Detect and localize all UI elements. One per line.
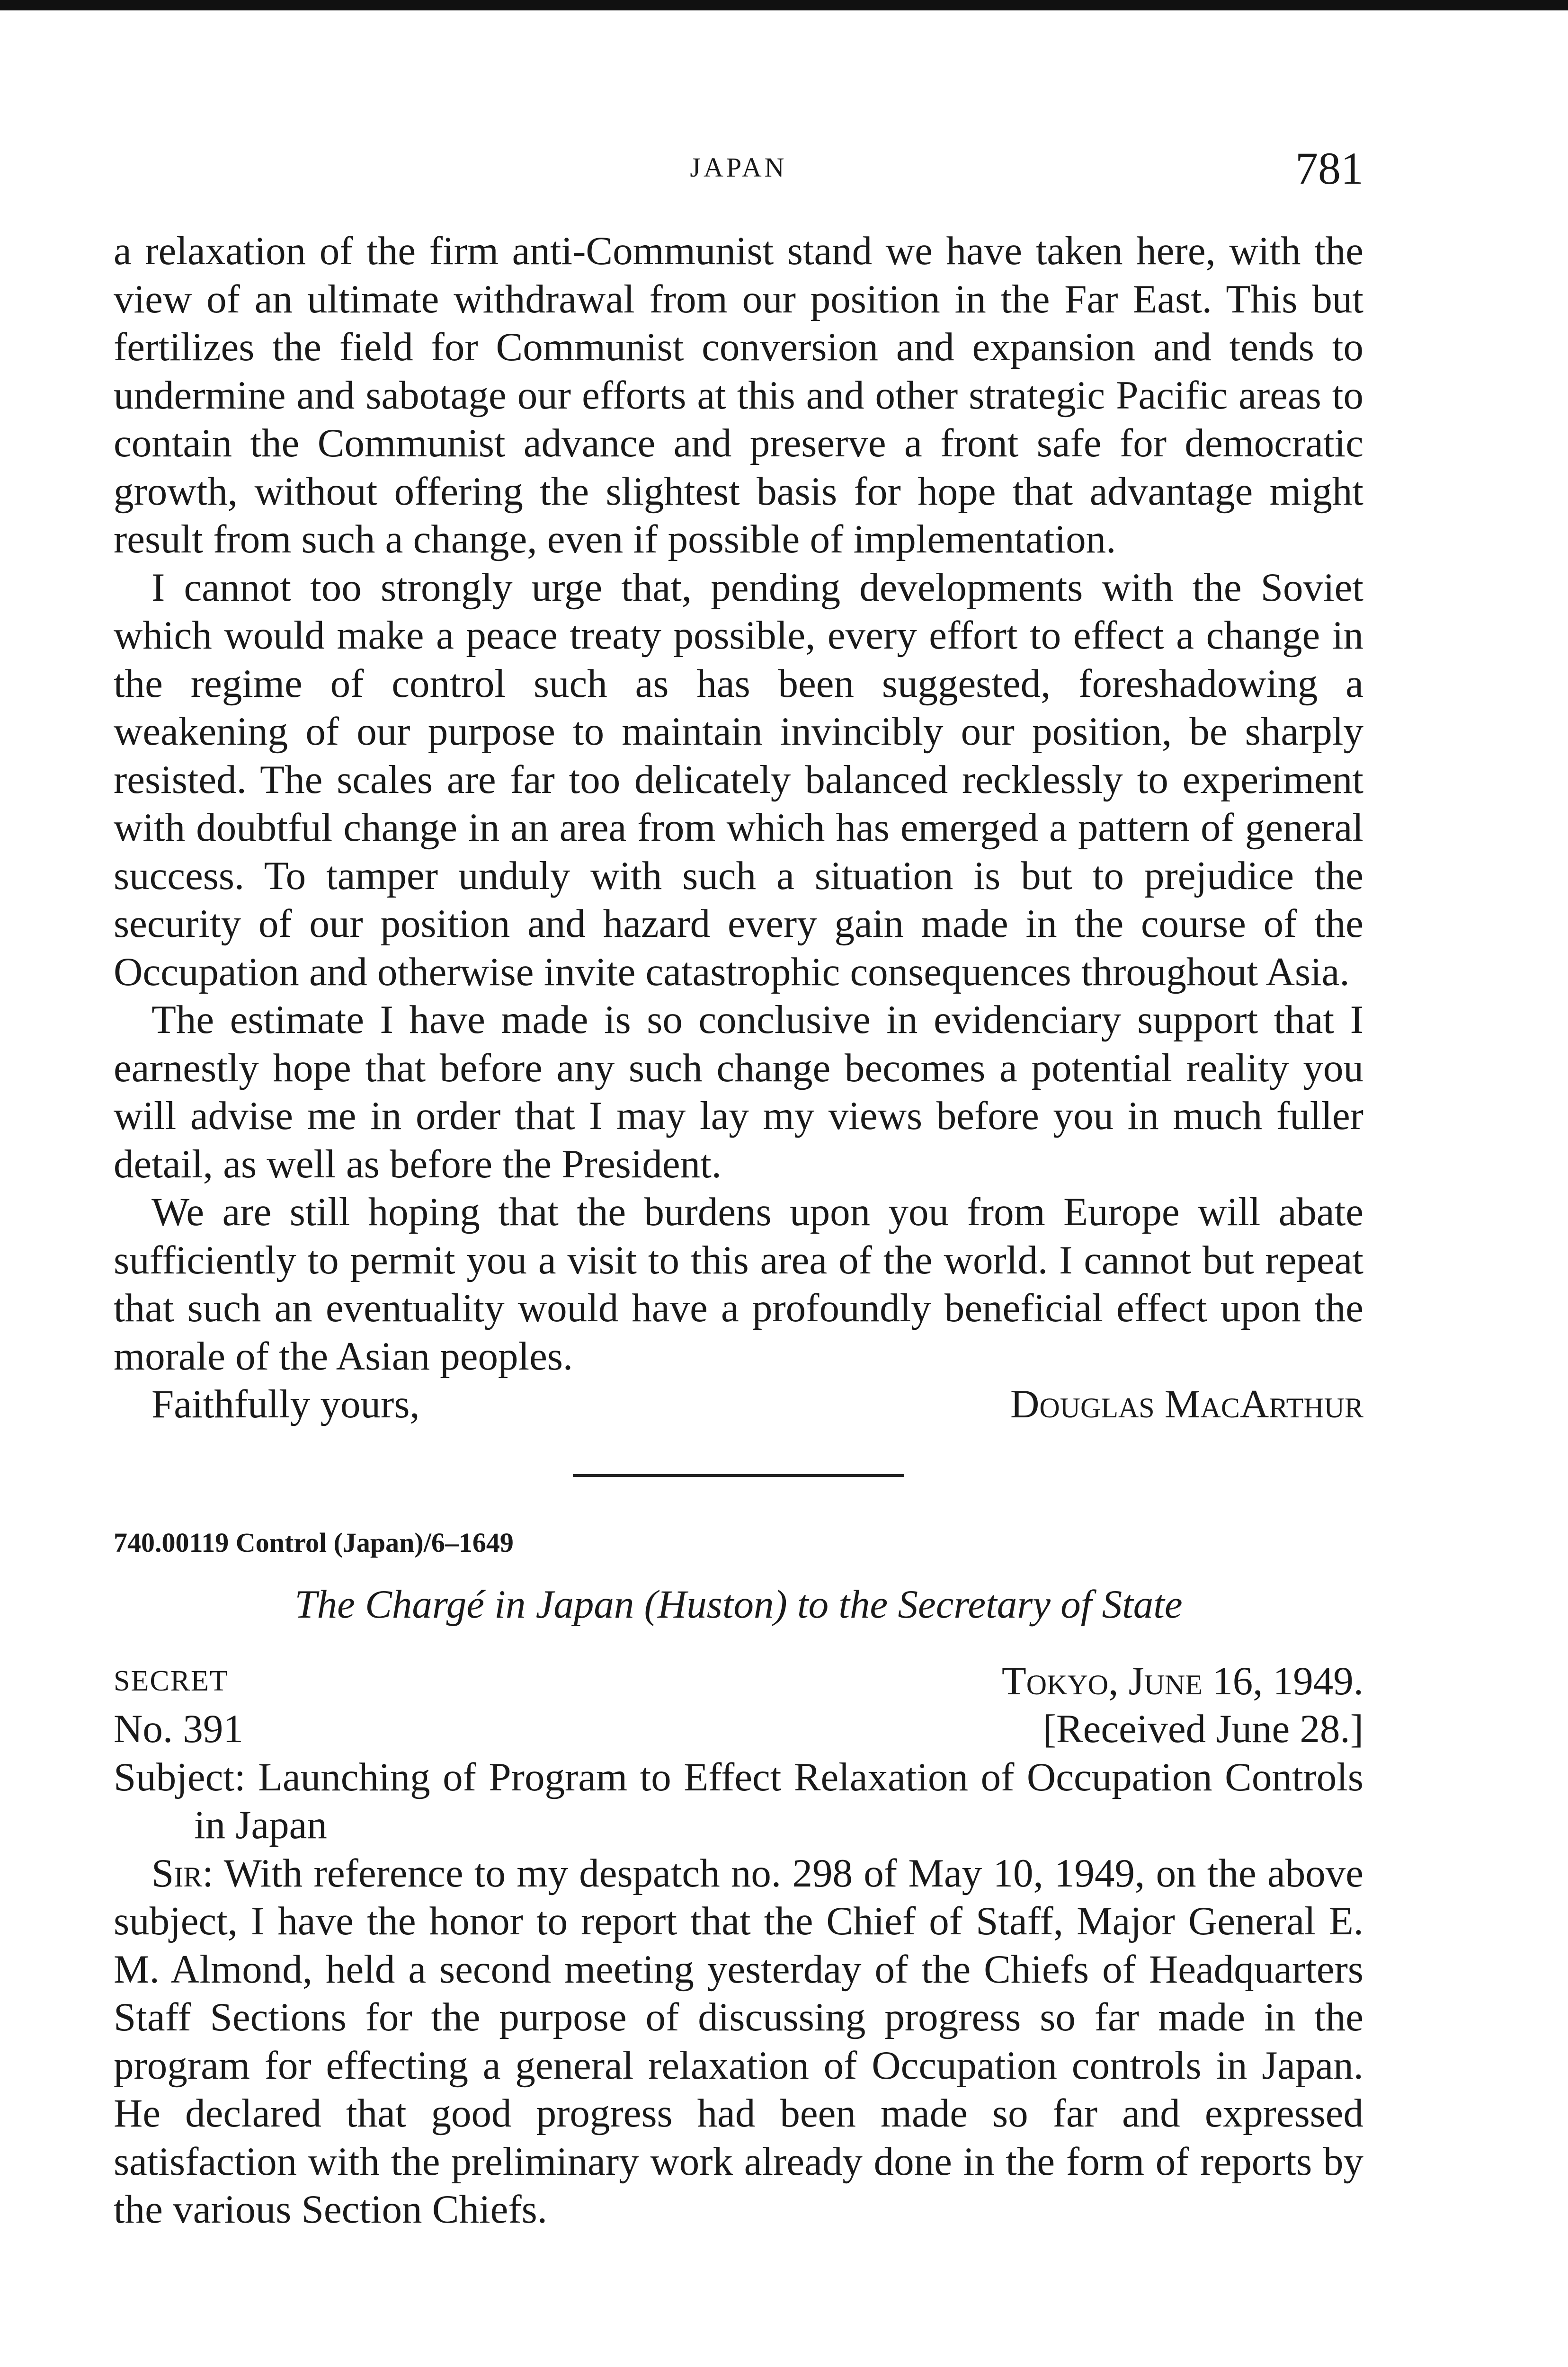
top-edge-rule: [0, 0, 1568, 10]
document-file-number: 740.00119 Control (Japan)/6–1649: [114, 1527, 514, 1558]
document-meta-row-2: [114, 1705, 1363, 1753]
letter-closing: Faithfully yours,: [151, 1382, 420, 1426]
place-date: Tokyo, June 16, 1949.: [1001, 1658, 1363, 1703]
salutation: Sir:: [151, 1851, 214, 1895]
document-body-text: With reference to my despatch no. 298 of May 10, 1949, on the above subject, I have the honor to report that the Chief of Staff, Major General E. M. Almond, held a second meeting yesterday of the Chiefs of Headquarters Staff Sections for the purpose of discussing progress so far made in the program for effecting a general relaxation of Occupation controls in Japan. He declared that good progress had been made so far and expressed satisfaction with the preliminary work already done in the form of reports by the various Section Chiefs.: [114, 1851, 1364, 2232]
classification-label: SECRET: [114, 1664, 229, 1697]
document-title: The Chargé in Japan (Huston) to the Secretary of State: [294, 1582, 1183, 1627]
page-body: [114, 227, 1363, 2234]
document-meta-row-1: [114, 1657, 1363, 1706]
document-subject: Subject: Launching of Program to Effect Relaxation of Occupation Controls in Japan: [114, 1754, 1363, 1847]
despatch-number: No. 391: [114, 1707, 243, 1751]
letter-paragraph-3: The estimate I have made is so conclusive in evidenciary support that I earnestly hope that before any such change becomes a potential reality you will advise me in order that I may lay my views before you in much fuller detail, as well as before the President.: [114, 997, 1363, 1186]
letter-signoff: [114, 1380, 1363, 1429]
document-body-paragraph: [114, 1850, 1363, 2234]
page-number: 781: [1295, 143, 1363, 194]
letter-paragraph-2: I cannot too strongly urge that, pending developments with the Soviet which would make a peace treaty possible, every effort to effect a change in the regime of control such as has been suggested, foreshadowing a weakening of our purpose to maintain invincibly our position, be sharply resisted. The scales are far too delicately balanced recklessly to experiment with doubtful change in an area from which has emerged a pattern of general success. To tamper unduly with such a situation is but to prejudice the security of our position and hazard every gain made in the course of the Occupation and otherwise invite catastrophic consequences throughout Asia.: [114, 565, 1363, 994]
letter-signature: Douglas MacArthur: [1010, 1382, 1363, 1426]
section-divider: [573, 1474, 904, 1477]
page-header: [114, 142, 1363, 199]
letter-paragraph-1: a relaxation of the firm anti-Communist stand we have taken here, with the view of an ultimate withdrawal from our position in the Far East. This but fertilizes the field for Communist conversion and expansion and tends to undermine and sabotage our efforts at this and other strategic Pacific areas to contain the Communist advance and preserve a front safe for democratic growth, without offering the slightest basis for hope that advantage might result from such a change, even if possible of implementation.: [114, 229, 1363, 561]
received-date: [Received June 28.]: [1042, 1707, 1363, 1751]
running-head: JAPAN: [690, 152, 787, 183]
letter-paragraph-4: We are still hoping that the burdens upon you from Europe will abate sufficiently to permit you a visit to this area of the world. I cannot but repeat that such an eventuality would have a profoundly beneficial effect upon the morale of the Asian peoples.: [114, 1190, 1363, 1379]
